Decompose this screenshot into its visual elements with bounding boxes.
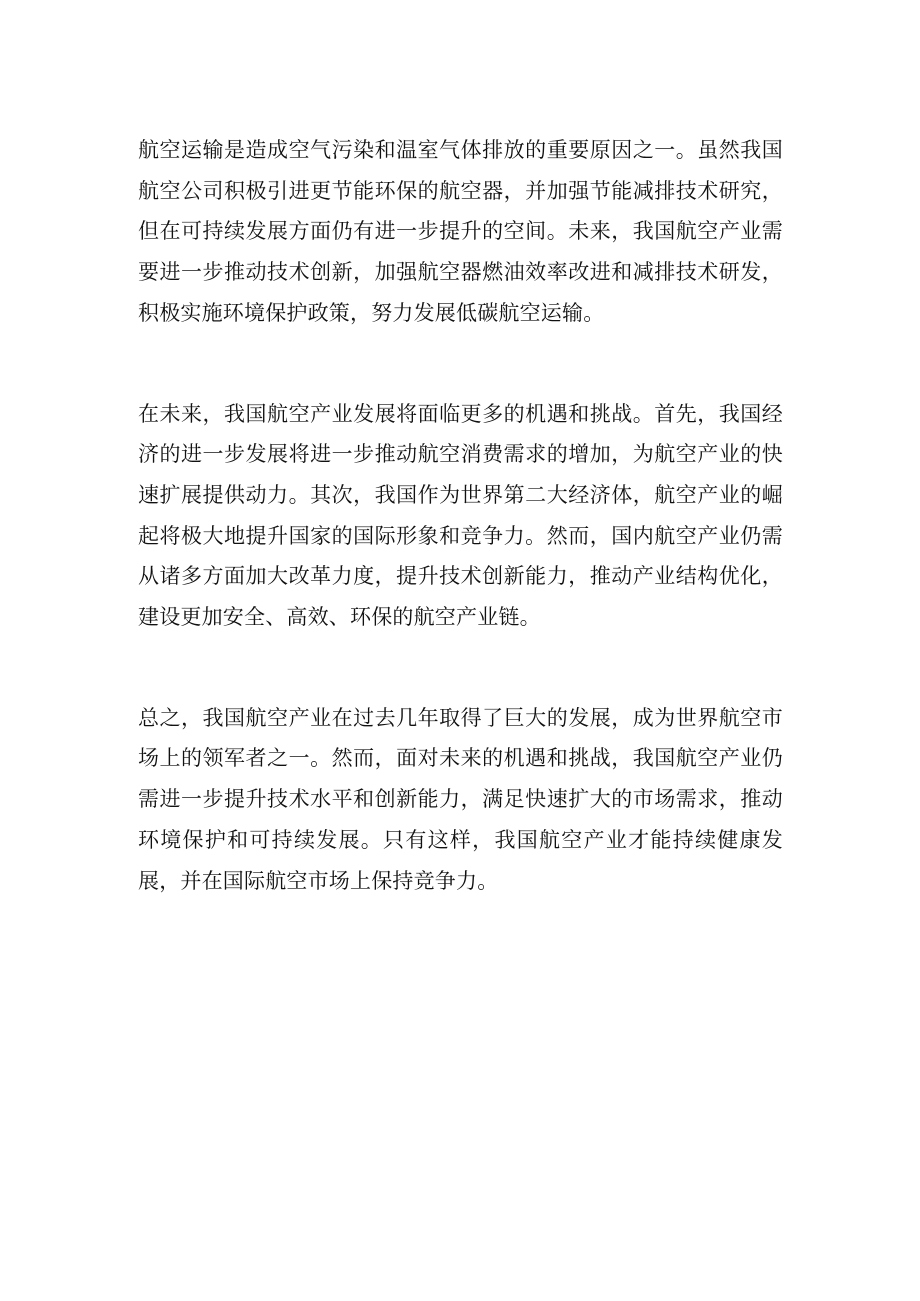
paragraph-environment: 航空运输是造成空气污染和温室气体排放的重要原因之一。虽然我国航空公司积极引进更节能环保的航空器，并加强节能减排技术研究，但在可持续发展方面仍有进一步提升的空间。未来，我国航空产业需要进一步推动技术创新，加强航空器燃油效率改进和减排技术研发，积极实施环境保护政策，努力发展低碳航空运输。 <box>138 138 783 325</box>
paragraph-opportunities: 在未来，我国航空产业发展将面临更多的机遇和挑战。首先，我国经济的进一步发展将进一步推动航空消费需求的增加，为航空产业的快速扩展提供动力。其次，我国作为世界第二大经济体，航空产业的崛起将极大地提升国家的国际形象和竞争力。然而，国内航空产业仍需从诸多方面加大改革力度，提升技术创新能力，推动产业结构优化，建设更加安全、高效、环保的航空产业链。 <box>138 401 783 630</box>
document-body <box>138 130 783 961</box>
paragraph-conclusion: 总之，我国航空产业在过去几年取得了巨大的发展，成为世界航空市场上的领军者之一。然而，面对未来的机遇和挑战，我国航空产业仍需进一步提升技术水平和创新能力，满足快速扩大的市场需求，推动环境保护和可持续发展。只有这样，我国航空产业才能持续健康发展，并在国际航空市场上保持竞争力。 <box>138 705 783 893</box>
